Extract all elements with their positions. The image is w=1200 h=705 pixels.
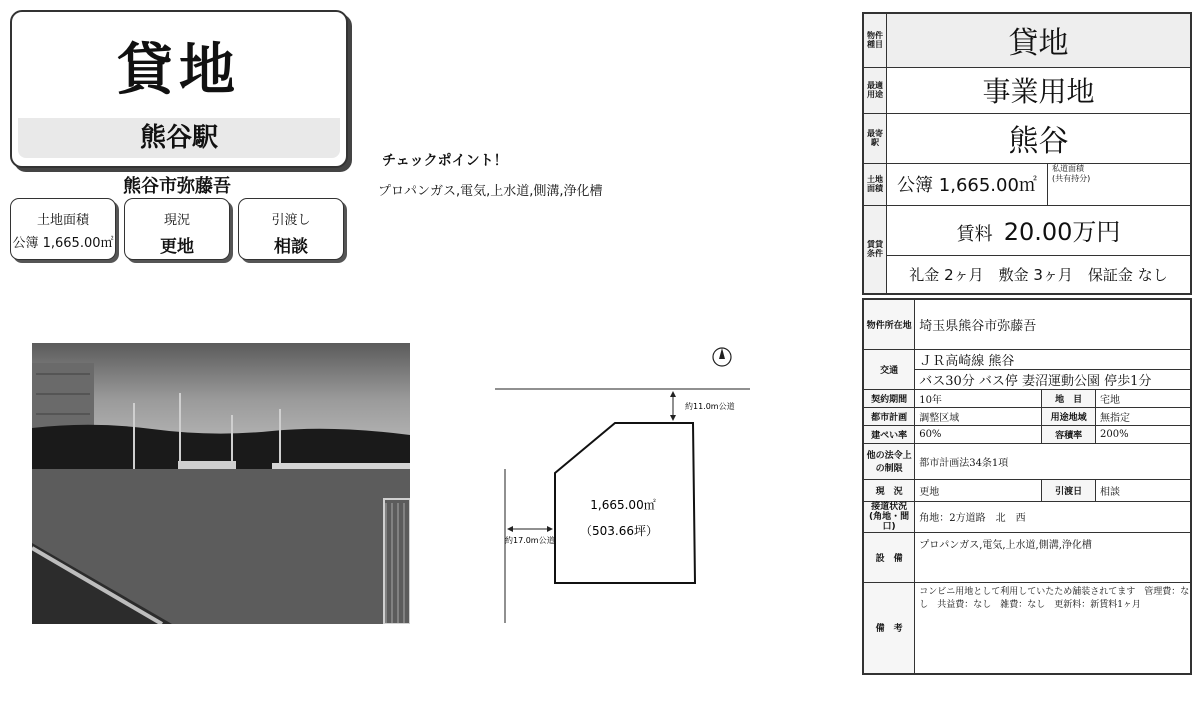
north-arrow-icon	[713, 348, 731, 366]
status-label: 現況	[163, 213, 190, 228]
road-label: 接道状況 (角地・間口)	[863, 501, 915, 532]
contract-label: 契約期間	[863, 389, 915, 407]
type-value: 貸地	[887, 13, 1192, 67]
location-label: 物件所在地	[863, 299, 915, 349]
land-area-box	[10, 198, 116, 260]
bcr-value: 60%	[915, 425, 1042, 443]
contract-value: 10年	[915, 389, 1042, 407]
chimoku-value: 宅地	[1096, 389, 1192, 407]
north-road-label: 約11.0m公道	[685, 402, 735, 411]
property-type-heading: 貸地	[117, 38, 241, 103]
spec-summary-table	[862, 12, 1192, 295]
chimoku-label: 地 目	[1042, 389, 1096, 407]
station-band: 熊谷駅	[18, 118, 340, 158]
station-label: 最寄駅	[863, 113, 887, 163]
deposit-conditions: 礼金 2ヶ月 敷金 3ヶ月 保証金 なし	[909, 265, 1168, 284]
transport-bus: バス30分 バス停 妻沼運動公園 停歩1分	[915, 369, 1191, 389]
rent-cell	[887, 205, 1192, 294]
land-area-tsubo: （503.66坪）	[580, 524, 658, 538]
status-row-label: 現 況	[863, 479, 915, 501]
rent-value: 20.00万円	[1003, 217, 1121, 246]
transport-line: ＪＲ高崎線 熊谷	[915, 349, 1191, 369]
type-label: 物件種目	[863, 13, 887, 67]
delivery-box	[238, 198, 344, 260]
west-road-label: 約17.0m公道	[505, 536, 555, 545]
status-box	[124, 198, 230, 260]
site-photo	[32, 343, 410, 624]
delivery-row-value: 相談	[1096, 479, 1192, 501]
legal-value: 都市計画法34条1項	[915, 443, 1191, 479]
city-plan-value: 調整区域	[915, 407, 1042, 425]
delivery-value: 相談	[274, 237, 308, 257]
title-panel	[10, 10, 348, 168]
use-value: 事業用地	[887, 67, 1192, 113]
delivery-row-label: 引渡日	[1042, 479, 1096, 501]
station-value: 熊谷	[887, 113, 1192, 163]
land-value: 公簿 1,665.00㎡	[887, 163, 1048, 205]
city-plan-label: 都市計画	[863, 407, 915, 425]
facility-label: 設 備	[863, 532, 915, 582]
checkpoint-text: プロパンガス,電気,上水道,側溝,浄化槽	[378, 184, 603, 199]
rent-row	[887, 206, 1190, 256]
delivery-label: 引渡し	[271, 213, 311, 228]
land-area-value: 公簿 1,665.00㎡	[12, 236, 114, 251]
private-road-label: 私道面積 (共有持分)	[1048, 163, 1192, 205]
remarks-label: 備 考	[863, 582, 915, 674]
spec-detail-table	[862, 298, 1192, 675]
facility-value: プロパンガス,電気,上水道,側溝,浄化槽	[915, 532, 1191, 582]
zoning-value: 無指定	[1096, 407, 1192, 425]
transport-label: 交通	[863, 349, 915, 389]
far-label: 容積率	[1042, 425, 1096, 443]
rent-prefix: 賃料	[956, 223, 993, 245]
use-label: 最適用途	[863, 67, 887, 113]
checkpoint-title: チェックポイント！	[382, 153, 508, 169]
legal-label: 他の法令上の制限	[863, 443, 915, 479]
address-heading: 熊谷市弥藤吾	[123, 176, 231, 197]
land-label: 土地面積	[863, 163, 887, 205]
road-value: 角地：2方道路 北 西	[915, 501, 1191, 532]
zoning-label: 用途地域	[1042, 407, 1096, 425]
far-value: 200%	[1096, 425, 1192, 443]
remarks-value: コンビニ用地として利用していたため舗装されてます 管理費：なし 共益費：なし 雑費：なし 更新料：新賃料1ヶ月	[915, 582, 1191, 674]
bcr-label: 建ぺい率	[863, 425, 915, 443]
status-row-value: 更地	[915, 479, 1042, 501]
site-photo-drawing	[32, 343, 410, 624]
rent-label: 賃貸条件	[863, 205, 887, 294]
status-value: 更地	[160, 237, 194, 257]
land-area-label: 土地面積	[36, 213, 89, 228]
land-plan	[495, 345, 755, 625]
land-area-m2: 1,665.00㎡	[590, 498, 656, 512]
location-value: 埼玉県熊谷市弥藤吾	[915, 299, 1191, 349]
